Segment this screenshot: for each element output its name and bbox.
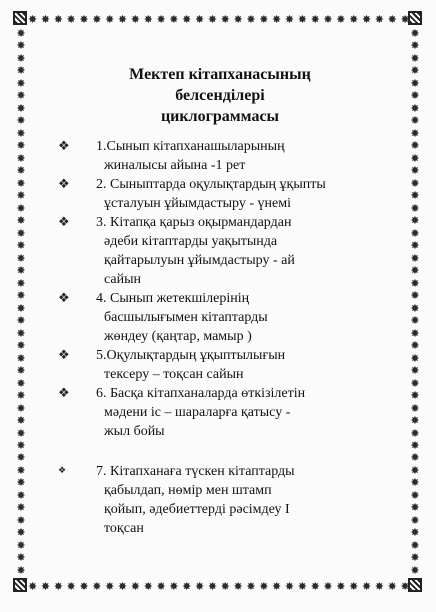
star-ornament-icon: ✸: [374, 12, 384, 26]
star-ornament-icon: ✸: [272, 579, 282, 593]
list-item: ❖ 2. Сыныптарда оқулықтардың ұқыпты ұсталуын ұйымдастыру - үнемі: [58, 177, 326, 211]
star-ornament-icon: ✸: [246, 579, 256, 593]
star-ornament-icon: ✸: [16, 476, 26, 490]
star-ornament-icon: ✸: [16, 226, 26, 240]
star-ornament-icon: ✸: [16, 276, 26, 290]
star-ornament-icon: ✸: [410, 264, 420, 278]
corner-ornament-icon: [408, 578, 422, 592]
star-ornament-icon: ✸: [220, 579, 230, 593]
star-ornament-icon: ✸: [16, 551, 26, 565]
corner-ornament-icon: [13, 578, 27, 592]
star-ornament-icon: ✸: [156, 12, 166, 26]
star-ornament-icon: ✸: [16, 151, 26, 165]
star-ornament-icon: ✸: [169, 12, 179, 26]
star-ornament-icon: ✸: [182, 12, 192, 26]
star-ornament-icon: ✸: [410, 239, 420, 253]
star-ornament-icon: ✸: [105, 579, 115, 593]
star-ornament-icon: ✸: [16, 513, 26, 527]
star-ornament-icon: ✸: [16, 451, 26, 465]
four-diamond-ornament-icon: ❖: [58, 177, 70, 192]
four-diamond-ornament-icon: ❖: [58, 291, 70, 306]
four-diamond-ornament-icon: ❖: [58, 348, 70, 363]
star-ornament-icon: ✸: [410, 89, 420, 103]
star-ornament-icon: ✸: [410, 364, 420, 378]
star-ornament-icon: ✸: [349, 12, 359, 26]
star-ornament-icon: ✸: [410, 289, 420, 303]
star-ornament-icon: ✸: [410, 526, 420, 540]
star-ornament-icon: ✸: [16, 64, 26, 78]
star-ornament-icon: ✸: [410, 226, 420, 240]
star-ornament-icon: ✸: [323, 12, 333, 26]
star-ornament-icon: ✸: [40, 12, 51, 26]
star-ornament-icon: ✸: [259, 579, 269, 593]
star-ornament-icon: ✸: [53, 579, 63, 593]
star-ornament-icon: ✸: [410, 28, 420, 40]
corner-ornament-icon: [13, 11, 27, 25]
star-ornament-icon: ✸: [16, 414, 26, 428]
star-ornament-icon: ✸: [336, 579, 346, 593]
star-ornament-icon: ✸: [130, 579, 140, 593]
star-ornament-icon: ✸: [410, 376, 420, 390]
star-ornament-icon: ✸: [297, 579, 307, 593]
star-ornament-icon: ✸: [194, 12, 205, 26]
star-ornament-icon: ✸: [16, 264, 26, 278]
star-ornament-icon: ✸: [410, 438, 420, 452]
star-ornament-icon: ✸: [310, 12, 320, 26]
star-ornament-icon: ✸: [410, 126, 420, 140]
star-ornament-icon: ✸: [410, 326, 420, 340]
star-ornament-icon: ✸: [259, 12, 269, 26]
star-ornament-icon: ✸: [410, 189, 420, 203]
star-ornament-icon: ✸: [156, 579, 166, 593]
star-ornament-icon: ✸: [400, 12, 410, 26]
star-ornament-icon: ✸: [410, 139, 420, 153]
border-top: [28, 12, 410, 26]
corner-ornament-icon: [408, 11, 422, 25]
star-ornament-icon: ✸: [66, 579, 76, 593]
star-ornament-icon: ✸: [16, 239, 26, 253]
four-diamond-ornament-icon: ❖: [58, 215, 70, 230]
star-ornament-icon: ✸: [16, 251, 26, 265]
star-ornament-icon: ✸: [117, 579, 128, 593]
star-ornament-icon: ✸: [92, 12, 102, 26]
list-item: ❖ 7. Кітапханаға түскен кітаптарды қабылдап, нөмір мен штамп қойып, әдебиеттерді рәсімдеу І тоқсан: [58, 464, 295, 536]
star-ornament-icon: ✸: [410, 551, 420, 565]
star-ornament-icon: ✸: [410, 513, 420, 527]
star-ornament-icon: ✸: [16, 438, 26, 452]
star-ornament-icon: ✸: [169, 579, 179, 593]
title-line-1: Мектеп кітапханасының: [129, 66, 311, 83]
star-ornament-icon: ✸: [16, 314, 26, 328]
star-ornament-icon: ✸: [28, 12, 38, 26]
star-ornament-icon: ✸: [16, 101, 26, 115]
star-ornament-icon: ✸: [16, 164, 26, 178]
star-ornament-icon: ✸: [336, 12, 346, 26]
border-right: [408, 28, 422, 576]
cyclogram-list: [58, 137, 398, 538]
star-ornament-icon: ✸: [410, 251, 420, 265]
star-ornament-icon: ✸: [16, 326, 26, 340]
star-ornament-icon: ✸: [16, 501, 26, 515]
title-line-2: белсенділері: [175, 87, 265, 104]
border-bottom: [28, 579, 410, 593]
list-item: ❖ 4. Сынып жетекшілерінің басшылығымен кітаптарды жөндеу (қаңтар, мамыр ): [58, 291, 268, 344]
star-ornament-icon: ✸: [361, 579, 372, 593]
list-item: ❖ 3. Кітапқа қарыз оқырмандардан әдеби кітаптарды уақытында қайтарылуын ұйымдастыру - ай сайын: [58, 215, 295, 287]
star-ornament-icon: ✸: [16, 351, 26, 365]
star-ornament-icon: ✸: [143, 579, 153, 593]
star-ornament-icon: ✸: [16, 28, 26, 40]
list-item: ❖ 6. Басқа кітапханаларда өткізілетін мәдени іс – шараларға қатысу - жыл бойы: [58, 386, 306, 439]
star-ornament-icon: ✸: [53, 12, 63, 26]
star-ornament-icon: ✸: [233, 12, 243, 26]
four-diamond-ornament-icon: ❖: [58, 466, 67, 476]
star-ornament-icon: ✸: [410, 488, 420, 502]
star-ornament-icon: ✸: [410, 426, 420, 440]
star-ornament-icon: ✸: [410, 176, 420, 190]
list-item: ❖ 5.Оқулықтардың ұқыптылығын тексеру – тоқсан сайын: [58, 348, 286, 382]
star-ornament-icon: ✸: [410, 101, 420, 115]
star-ornament-icon: ✸: [16, 488, 26, 502]
star-ornament-icon: ✸: [79, 579, 89, 593]
star-ornament-icon: ✸: [410, 401, 420, 415]
star-ornament-icon: ✸: [374, 579, 384, 593]
star-ornament-icon: ✸: [410, 151, 420, 165]
star-ornament-icon: ✸: [16, 301, 26, 315]
star-ornament-icon: ✸: [16, 364, 26, 378]
star-ornament-icon: ✸: [16, 126, 26, 140]
star-ornament-icon: ✸: [310, 579, 320, 593]
star-ornament-icon: ✸: [66, 12, 76, 26]
star-ornament-icon: ✸: [16, 139, 26, 153]
title-line-3: циклограммасы: [160, 108, 280, 125]
star-ornament-icon: ✸: [16, 376, 26, 390]
star-ornament-icon: ✸: [410, 451, 420, 465]
star-ornament-icon: ✸: [410, 276, 420, 290]
star-ornament-icon: ✸: [16, 389, 26, 403]
star-ornament-icon: ✸: [16, 538, 26, 552]
star-ornament-icon: ✸: [16, 201, 26, 215]
star-ornament-icon: ✸: [207, 579, 218, 593]
star-ornament-icon: ✸: [79, 12, 89, 26]
star-ornament-icon: ✸: [16, 526, 26, 540]
star-ornament-icon: ✸: [410, 563, 420, 576]
four-diamond-ornament-icon: ❖: [58, 139, 70, 154]
four-diamond-ornament-icon: ❖: [58, 386, 70, 401]
star-ornament-icon: ✸: [410, 114, 420, 128]
star-ornament-icon: ✸: [284, 579, 295, 593]
star-ornament-icon: ✸: [410, 301, 420, 315]
star-ornament-icon: ✸: [410, 476, 420, 490]
star-ornament-icon: ✸: [410, 51, 420, 65]
star-ornament-icon: ✸: [387, 12, 397, 26]
star-ornament-icon: ✸: [410, 201, 420, 215]
star-ornament-icon: ✸: [297, 12, 307, 26]
star-ornament-icon: ✸: [28, 579, 38, 593]
star-ornament-icon: ✸: [130, 12, 140, 26]
star-ornament-icon: ✸: [105, 12, 115, 26]
star-ornament-icon: ✸: [16, 114, 26, 128]
star-ornament-icon: ✸: [117, 12, 128, 26]
star-ornament-icon: ✸: [40, 579, 51, 593]
star-ornament-icon: ✸: [16, 176, 26, 190]
star-ornament-icon: ✸: [410, 389, 420, 403]
star-ornament-icon: ✸: [16, 89, 26, 103]
star-ornament-icon: ✸: [410, 39, 420, 53]
star-ornament-icon: ✸: [410, 76, 420, 90]
star-ornament-icon: ✸: [16, 289, 26, 303]
star-ornament-icon: ✸: [410, 414, 420, 428]
star-ornament-icon: ✸: [16, 76, 26, 90]
star-ornament-icon: ✸: [16, 39, 26, 53]
star-ornament-icon: ✸: [233, 579, 243, 593]
star-ornament-icon: ✸: [16, 563, 26, 576]
star-ornament-icon: ✸: [92, 579, 102, 593]
star-ornament-icon: ✸: [194, 579, 205, 593]
star-ornament-icon: ✸: [284, 12, 295, 26]
list-item: ❖ 1.Сынып кітапханашыларының жиналысы айына -1 рет: [58, 139, 285, 173]
star-ornament-icon: ✸: [16, 426, 26, 440]
star-ornament-icon: ✸: [410, 214, 420, 228]
star-ornament-icon: ✸: [182, 579, 192, 593]
star-ornament-icon: ✸: [207, 12, 218, 26]
star-ornament-icon: ✸: [410, 501, 420, 515]
star-ornament-icon: ✸: [272, 12, 282, 26]
star-ornament-icon: ✸: [410, 339, 420, 353]
star-ornament-icon: ✸: [246, 12, 256, 26]
star-ornament-icon: ✸: [220, 12, 230, 26]
star-ornament-icon: ✸: [349, 579, 359, 593]
star-ornament-icon: ✸: [323, 579, 333, 593]
star-ornament-icon: ✸: [410, 351, 420, 365]
border-left: [14, 28, 28, 576]
star-ornament-icon: ✸: [16, 401, 26, 415]
star-ornament-icon: ✸: [410, 64, 420, 78]
star-ornament-icon: ✸: [361, 12, 372, 26]
star-ornament-icon: ✸: [16, 463, 26, 477]
star-ornament-icon: ✸: [410, 164, 420, 178]
star-ornament-icon: ✸: [410, 538, 420, 552]
star-ornament-icon: ✸: [410, 463, 420, 477]
star-ornament-icon: ✸: [410, 314, 420, 328]
star-ornament-icon: ✸: [387, 579, 397, 593]
star-ornament-icon: ✸: [16, 189, 26, 203]
page-title: [40, 64, 400, 127]
star-ornament-icon: ✸: [400, 579, 410, 593]
star-ornament-icon: ✸: [16, 339, 26, 353]
star-ornament-icon: ✸: [143, 12, 153, 26]
star-ornament-icon: ✸: [16, 214, 26, 228]
star-ornament-icon: ✸: [16, 51, 26, 65]
